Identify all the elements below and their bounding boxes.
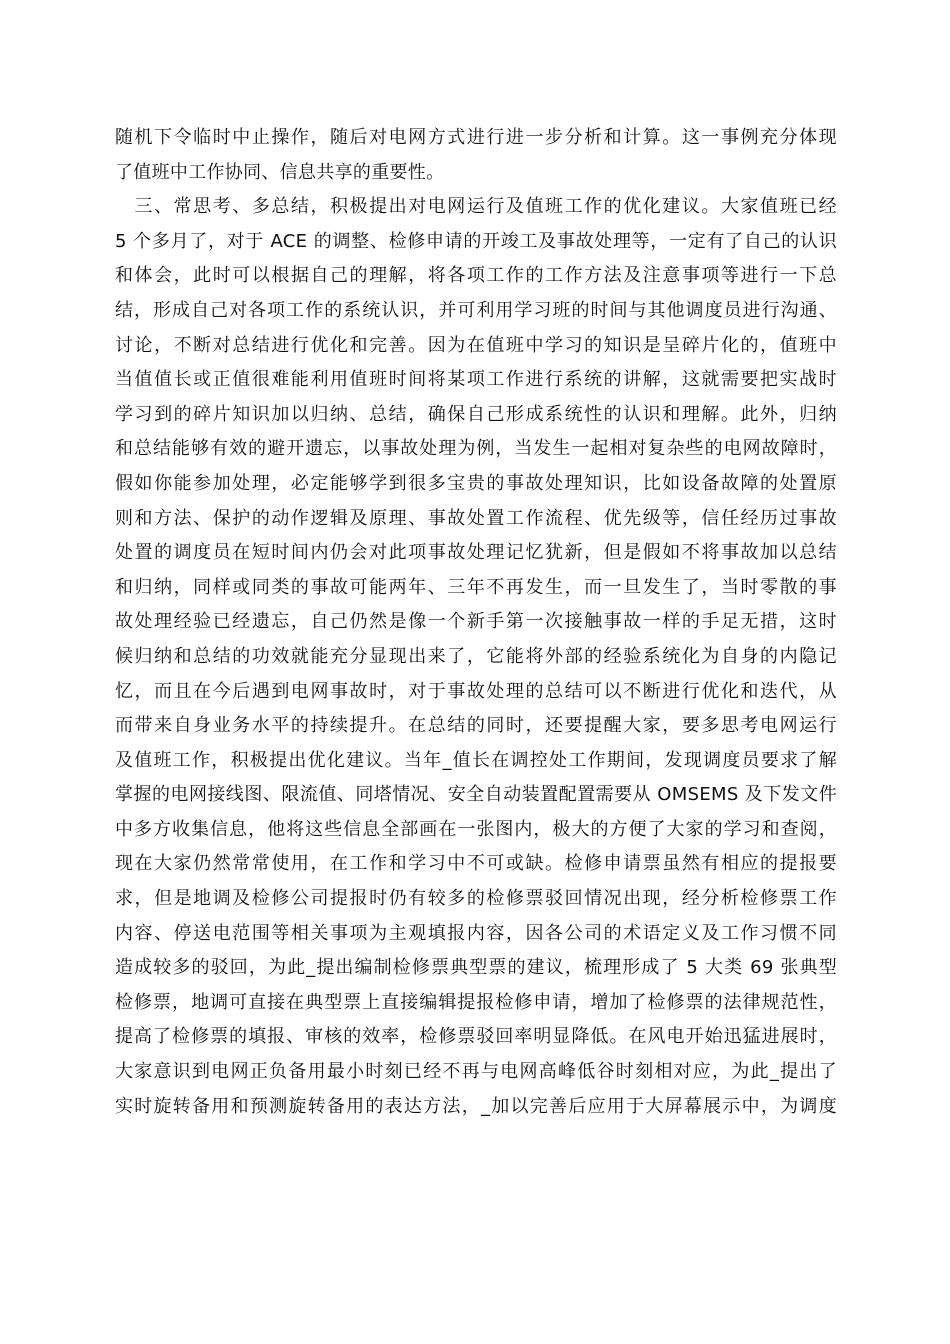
text-line: 讨论，不断对总结进行优化和完善。因为在值班中学习的知识是呈碎片化的，值班中: [115, 334, 837, 356]
text-line: 故处理经验已经遗忘，自己仍然是像一个新手第一次接触事故一样的手足无措，这时: [115, 611, 837, 633]
text-line: 和总结能够有效的避开遗忘，以事故处理为例，当发生一起相对复杂些的电网故障时，: [115, 438, 837, 460]
text-line: 中多方收集信息，他将这些信息全部画在一张图内，极大的方便了大家的学习和查阅，: [115, 818, 837, 840]
text-line: 三、常思考、多总结，积极提出对电网运行及值班工作的优化建议。大家值班已经: [115, 196, 837, 218]
text-line: 求，但是地调及检修公司提报时仍有较多的检修票驳回情况出现，经分析检修票工作: [115, 888, 837, 910]
text-line: 候归纳和总结的功效就能充分显现出来了，它能将外部的经验系统化为自身的内隐记: [115, 645, 837, 667]
text-line: 结，形成自己对各项工作的系统认识，并可利用学习班的时间与其他调度员进行沟通、: [115, 299, 837, 321]
text-line: 学习到的碎片知识加以归纳、总结，确保自己形成系统性的认识和理解。此外，归纳: [115, 403, 837, 425]
body-text: [115, 121, 837, 1124]
text-line: 和归纳，同样或同类的事故可能两年、三年不再发生，而一旦发生了，当时零散的事: [115, 576, 837, 598]
text-line: 检修票，地调可直接在典型票上直接编辑提报检修申请，增加了检修票的法律规范性，: [115, 991, 837, 1013]
text-line: 则和方法、保护的动作逻辑及原理、事故处置工作流程、优先级等，信任经历过事故: [115, 507, 837, 529]
text-line: 内容、停送电范围等相关事项为主观填报内容，因各公司的术语定义及工作习惯不同: [115, 922, 837, 944]
text-line: 及值班工作，积极提出优化建议。当年_值长在调控处工作期间，发现调度员要求了解: [115, 749, 837, 771]
text-line: 实时旋转备用和预测旋转备用的表达方法，_加以完善后应用于大屏幕展示中，为调度: [115, 1095, 837, 1117]
text-line: 和体会，此时可以根据自己的理解，将各项工作的工作方法及注意事项等进行一下总: [115, 265, 837, 287]
text-line: 5 个多月了，对于 ACE 的调整、检修申请的开竣工及事故处理等，一定有了自己的认识: [115, 230, 837, 252]
text-line: 掌握的电网接线图、限流值、同塔情况、安全自动装置配置需要从 OMSEMS 及下发文件: [115, 784, 837, 806]
text-line: 了值班中工作协同、信息共享的重要性。: [115, 161, 445, 183]
text-line: 提高了检修票的填报、审核的效率，检修票驳回率明显降低。在风电开始迅猛进展时，: [115, 1026, 837, 1048]
text-line: 处置的调度员在短时间内仍会对此项事故处理记忆犹新，但是假如不将事故加以总结: [115, 542, 837, 564]
text-line: 而带来自身业务水平的持续提升。在总结的同时，还要提醒大家，要多思考电网运行: [115, 715, 837, 737]
text-line: 假如你能参加处理，必定能够学到很多宝贵的事故处理知识，比如设备故障的处置原: [115, 472, 837, 494]
text-line: 忆，而且在今后遇到电网事故时，对于事故处理的总结可以不断进行优化和迭代，从: [115, 680, 837, 702]
text-line: 随机下令临时中止操作，随后对电网方式进行进一步分析和计算。这一事例充分体现: [115, 127, 837, 148]
text-line: 当值值长或正值很难能利用值班时间将某项工作进行系统的讲解，这就需要把实战时: [115, 369, 837, 391]
text-line: 现在大家仍然常常使用，在工作和学习中不可或缺。检修申请票虽然有相应的提报要: [115, 853, 837, 875]
text-line: 大家意识到电网正负备用最小时刻已经不再与电网高峰低谷时刻相对应，为此_提出了: [115, 1061, 837, 1083]
text-line: 造成较多的驳回，为此_提出编制检修票典型票的建议，梳理形成了 5 大类 69 张典型: [115, 957, 837, 979]
